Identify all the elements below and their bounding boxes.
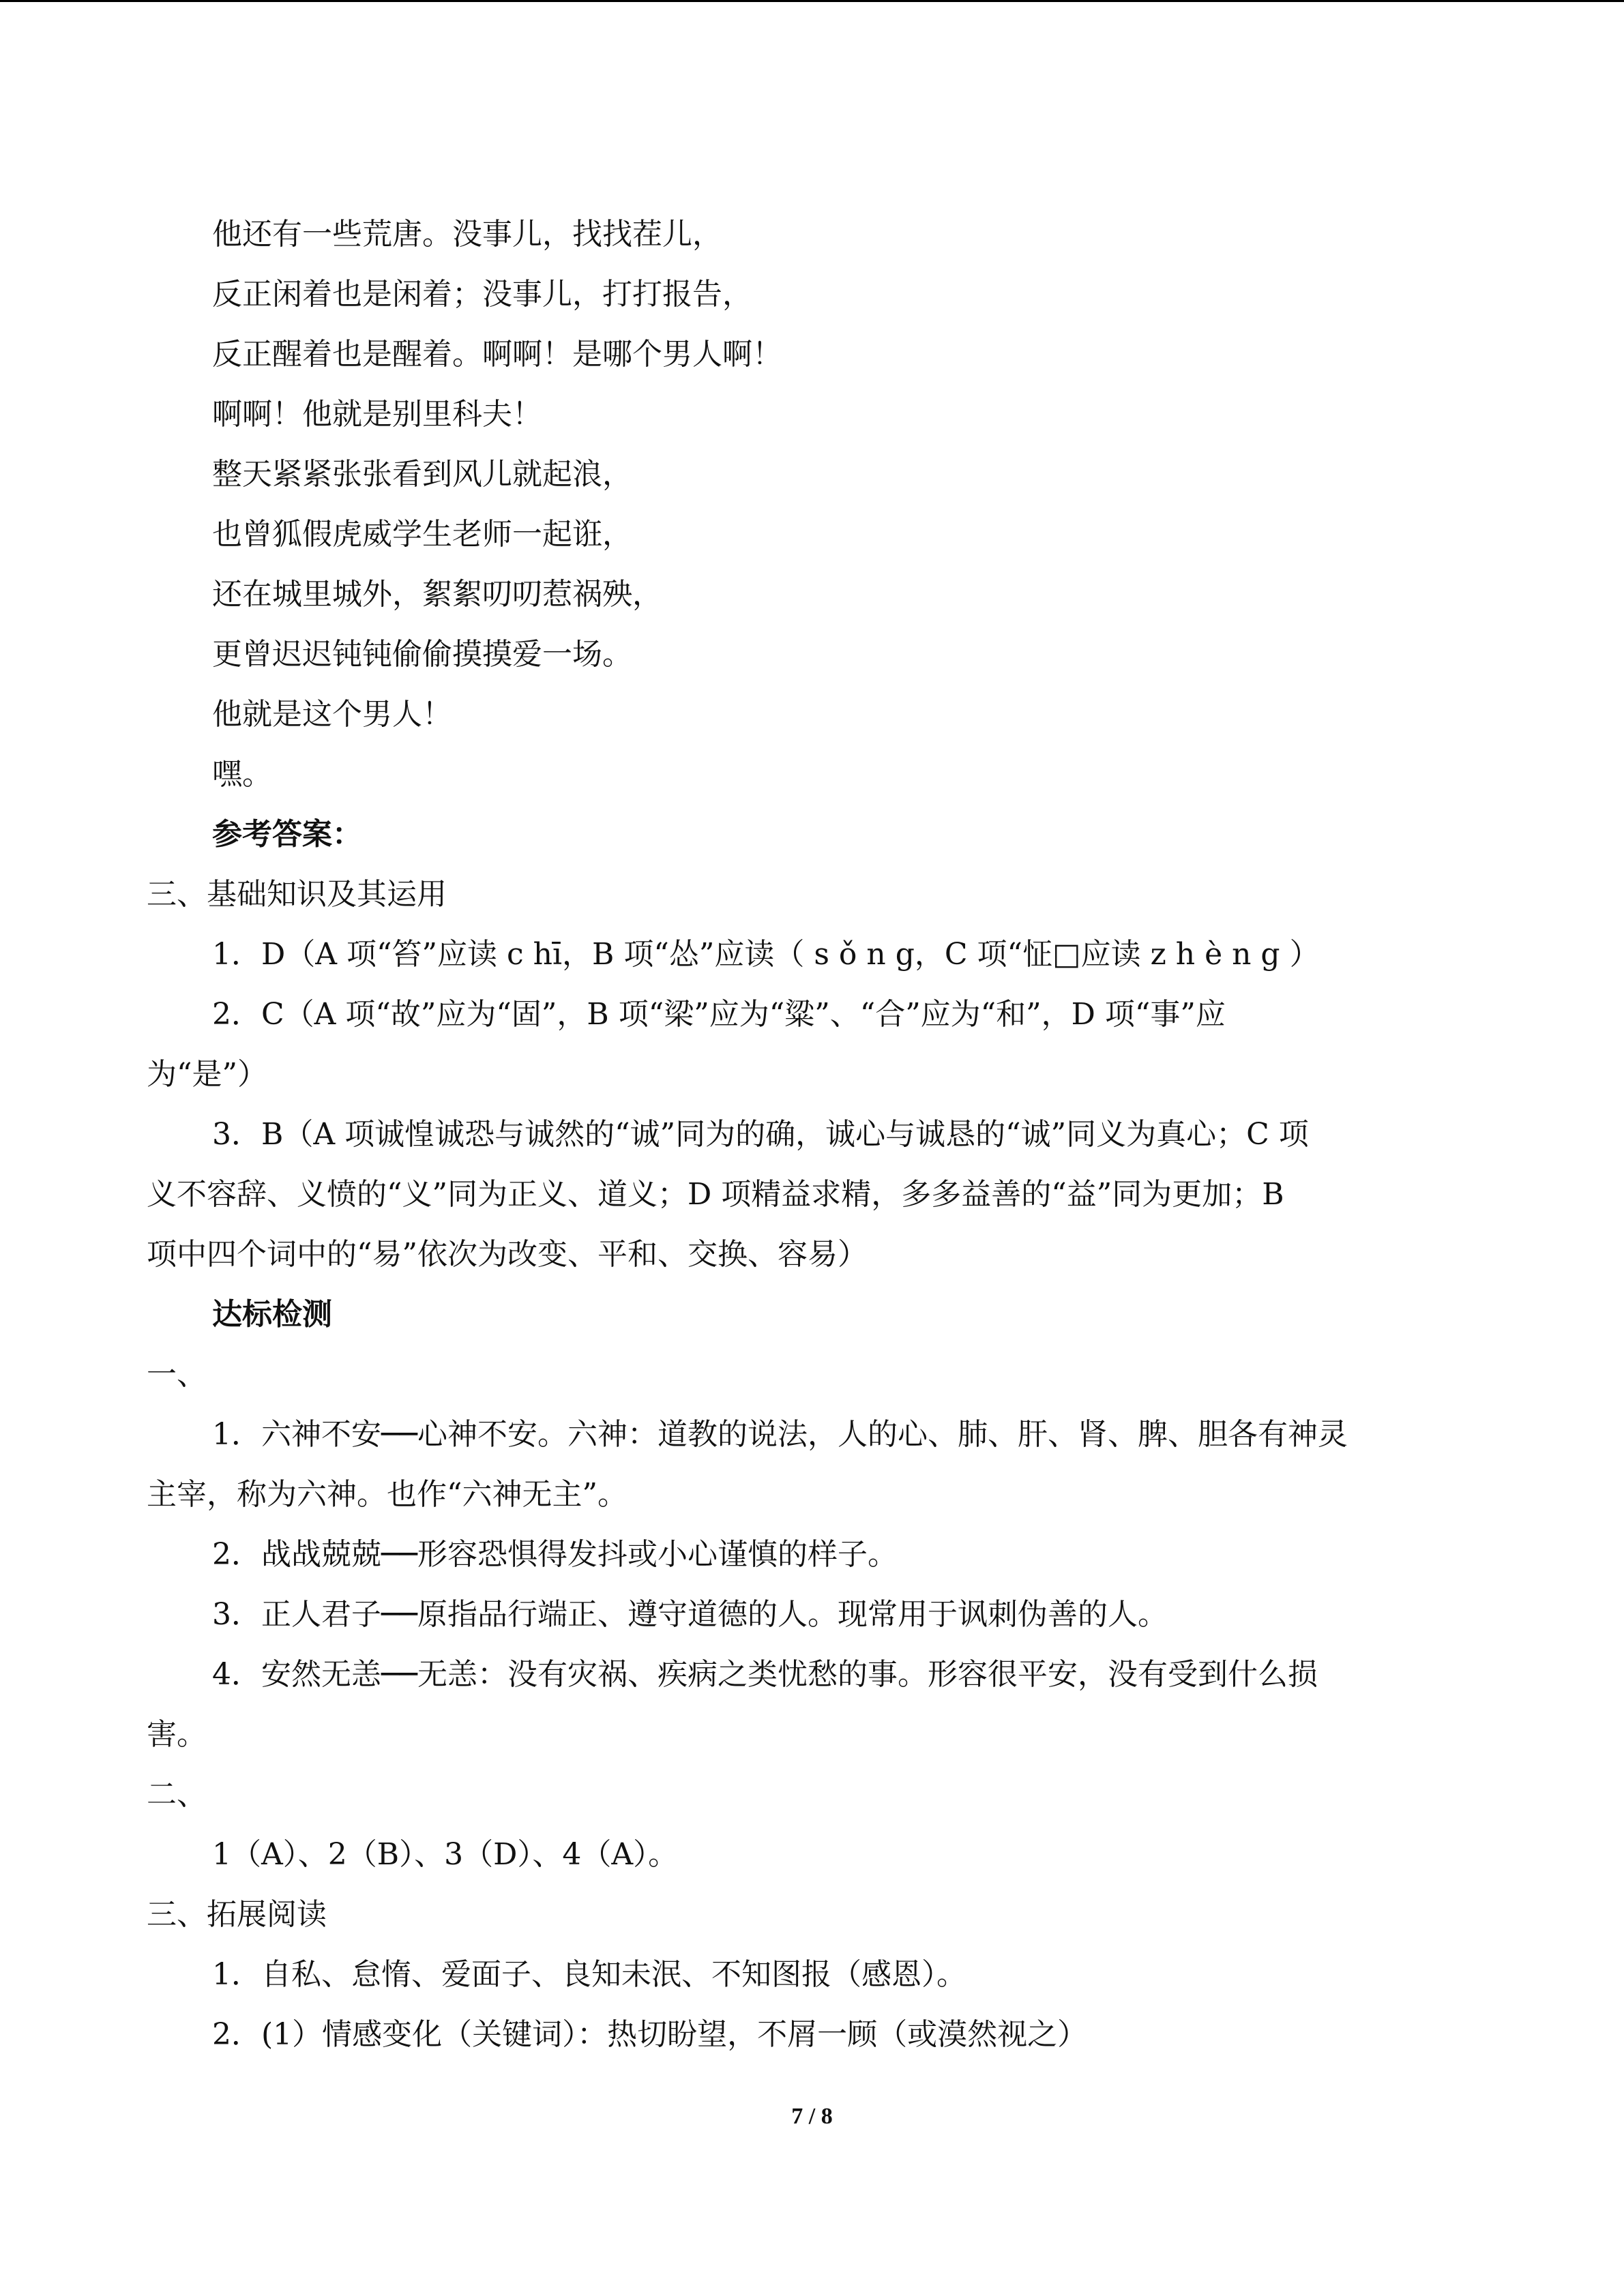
poem [147, 205, 1463, 805]
poem-line: 嘿。 [212, 757, 272, 792]
part1-title: 一、 [147, 1357, 207, 1392]
document-body [147, 205, 1463, 2065]
answer-basic-1: 1．D（A 项“笞”应读 c hī，B 项“怂”应读（ s ǒ n g，C 项“怔□应读 z h è n g ） [212, 937, 1320, 972]
part1-item-2: 2．战战兢兢──形容恐惧得发抖或小心谨慎的样子。 [212, 1537, 898, 1572]
part2-title: 二、 [147, 1777, 207, 1812]
answer-basic-2-cont: 为“是”） [147, 1057, 267, 1092]
answer-basic-3-cont: 义不容辞、义愤的“义”同为正义、道义；D 项精益求精，多多益善的“益”同为更加；B [147, 1177, 1284, 1212]
part1-item-4-cont: 害。 [147, 1717, 207, 1752]
poem-line: 啊啊！他就是别里科夫！ [212, 397, 542, 432]
poem-line: 更曾迟迟钝钝偷偷摸摸爱一场。 [212, 637, 632, 672]
part2-answers: 1（A）、2（B）、3（D）、4（A）。 [212, 1837, 679, 1872]
test-heading: 达标检测 [212, 1297, 332, 1332]
page-number: 7 / 8 [791, 2104, 833, 2129]
section-title-basics: 三、基础知识及其运用 [147, 877, 447, 912]
part1-item-4: 4．安然无恙──无恙：没有灾祸、疾病之类忧愁的事。形容很平安，没有受到什么损 [212, 1657, 1318, 1692]
poem-line: 他就是这个男人！ [212, 697, 452, 732]
poem-line: 整天紧紧张张看到风儿就起浪， [212, 457, 632, 492]
poem-line: 他还有一些荒唐。没事儿，找找茬儿， [212, 217, 722, 252]
part1-item-1-cont: 主宰，称为六神。也作“六神无主”。 [147, 1477, 628, 1512]
poem-line: 也曾狐假虎威学生老师一起诳， [212, 517, 632, 552]
poem-line: 还在城里城外，絮絮叨叨惹祸殃， [212, 577, 662, 612]
answer-basic-2: 2．C（A 项“故”应为“固”，B 项“梁”应为“粱”、“合”应为“和”，D 项“事”应 [212, 997, 1226, 1032]
part1-item-1: 1．六神不安──心神不安。六神：道教的说法，人的心、肺、肝、肾、脾、胆各有神灵 [212, 1417, 1348, 1452]
part1-item-3: 3．正人君子──原指品行端正、遵守道德的人。现常用于讽刺伪善的人。 [212, 1597, 1168, 1632]
poem-line: 反正醒着也是醒着。啊啊！是哪个男人啊！ [212, 337, 782, 372]
part3-title: 三、拓展阅读 [147, 1897, 327, 1932]
answers-heading: 参考答案： [212, 817, 362, 852]
answer-basic-3: 3．B（A 项诚惶诚恐与诚然的“诚”同为的确，诚心与诚恳的“诚”同义为真心；C 项 [212, 1117, 1309, 1152]
part3-item-1: 1．自私、怠惰、爱面子、良知未泯、不知图报（感恩）。 [212, 1957, 966, 1992]
poem-line: 反正闲着也是闲着；没事儿，打打报告， [212, 277, 752, 312]
answer-basic-3-cont: 项中四个词中的“易”依次为改变、平和、交换、容易） [147, 1237, 868, 1272]
top-border [0, 0, 1624, 2]
part3-item-2: 2．(1）情感变化（关键词）：热切盼望，不屑一顾（或漠然视之） [212, 2017, 1088, 2052]
